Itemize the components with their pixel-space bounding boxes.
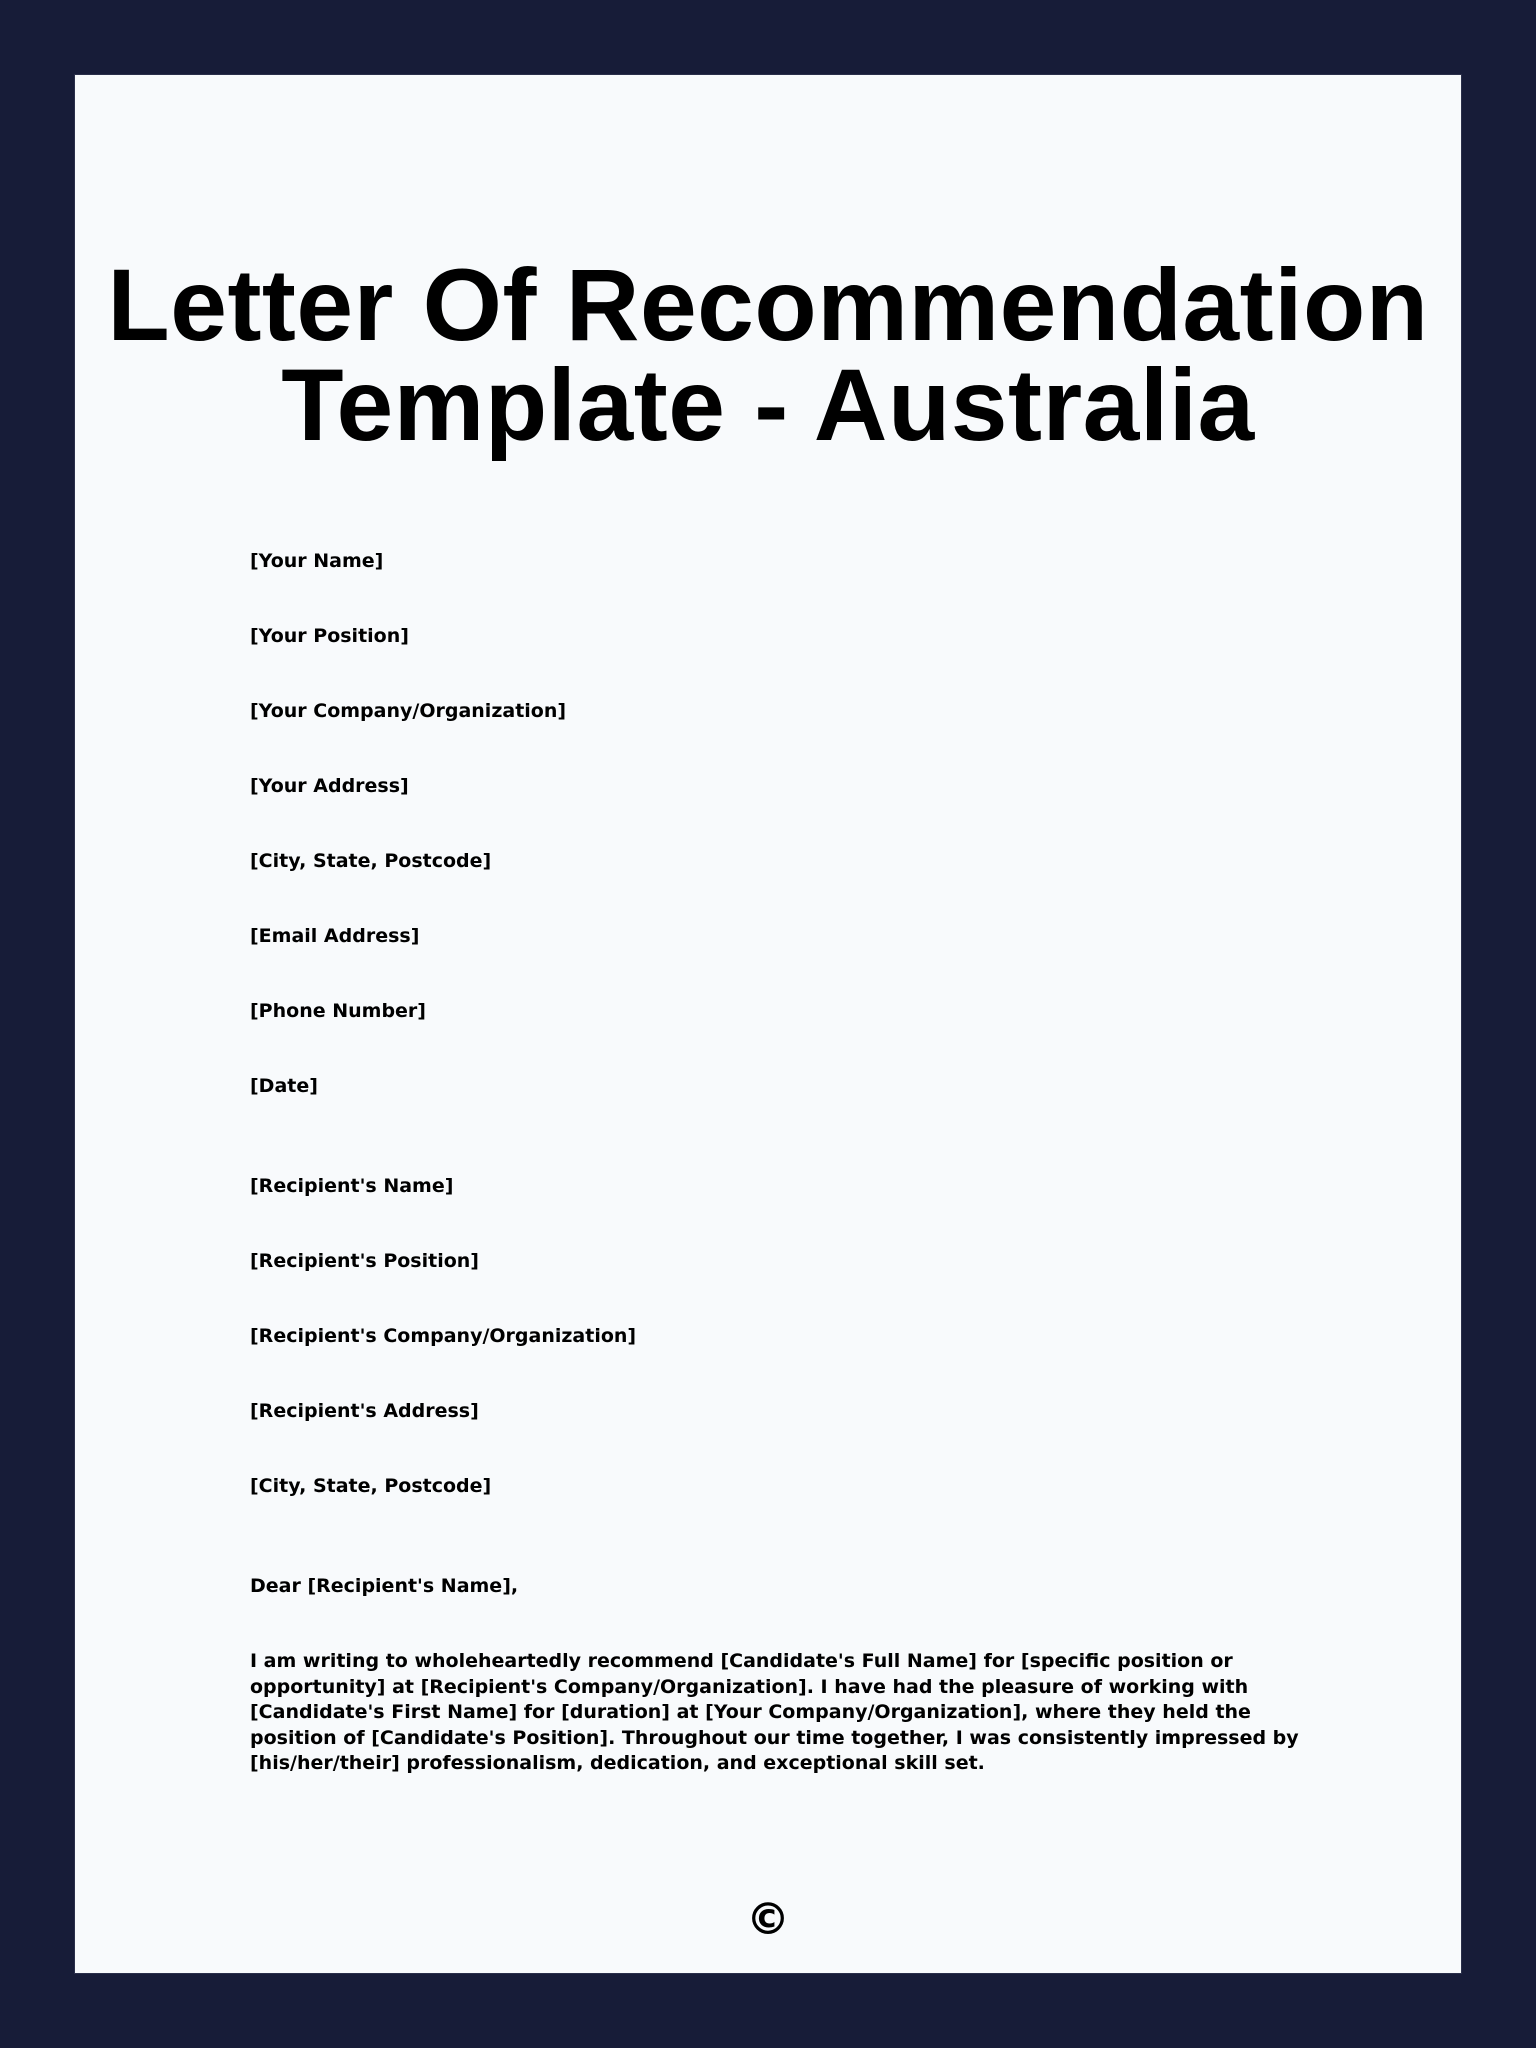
salutation: Dear [Recipient's Name], xyxy=(250,1575,519,1597)
document-title xyxy=(75,248,1461,462)
body-paragraph: I am writing to wholeheartedly recommend [Candidate's Full Name] for [specific position or opportunity] at [Recipient's Company/Organization]. I have had the pleasure of working with [Candidate's First Name] for [duration] at [Your Company/Organization], where they held the position of [Candidate's Position]. Throughout our time together, I was consistently impressed by [his/her/their] professionalism, dedication, and exceptional skill set. xyxy=(250,1650,1299,1774)
document-page xyxy=(74,74,1462,1974)
recipient-company: [Recipient's Company/Organization] xyxy=(250,1325,637,1347)
recipient-name: [Recipient's Name] xyxy=(250,1175,454,1197)
copyright-symbol: © xyxy=(746,1894,790,1945)
recipient-city: [City, State, Postcode] xyxy=(250,1475,492,1497)
letter-date: [Date] xyxy=(250,1075,318,1097)
sender-phone: [Phone Number] xyxy=(250,1000,426,1022)
title-line-1: Letter Of Recommendation xyxy=(107,248,1429,362)
recipient-address: [Recipient's Address] xyxy=(250,1400,479,1422)
sender-email: [Email Address] xyxy=(250,925,420,947)
sender-company: [Your Company/Organization] xyxy=(250,700,567,722)
sender-city: [City, State, Postcode] xyxy=(250,850,492,872)
title-line-2: Template - Australia xyxy=(281,348,1255,462)
sender-position: [Your Position] xyxy=(250,625,409,647)
recipient-position: [Recipient's Position] xyxy=(250,1250,479,1272)
sender-name: [Your Name] xyxy=(250,550,384,572)
sender-address: [Your Address] xyxy=(250,775,409,797)
